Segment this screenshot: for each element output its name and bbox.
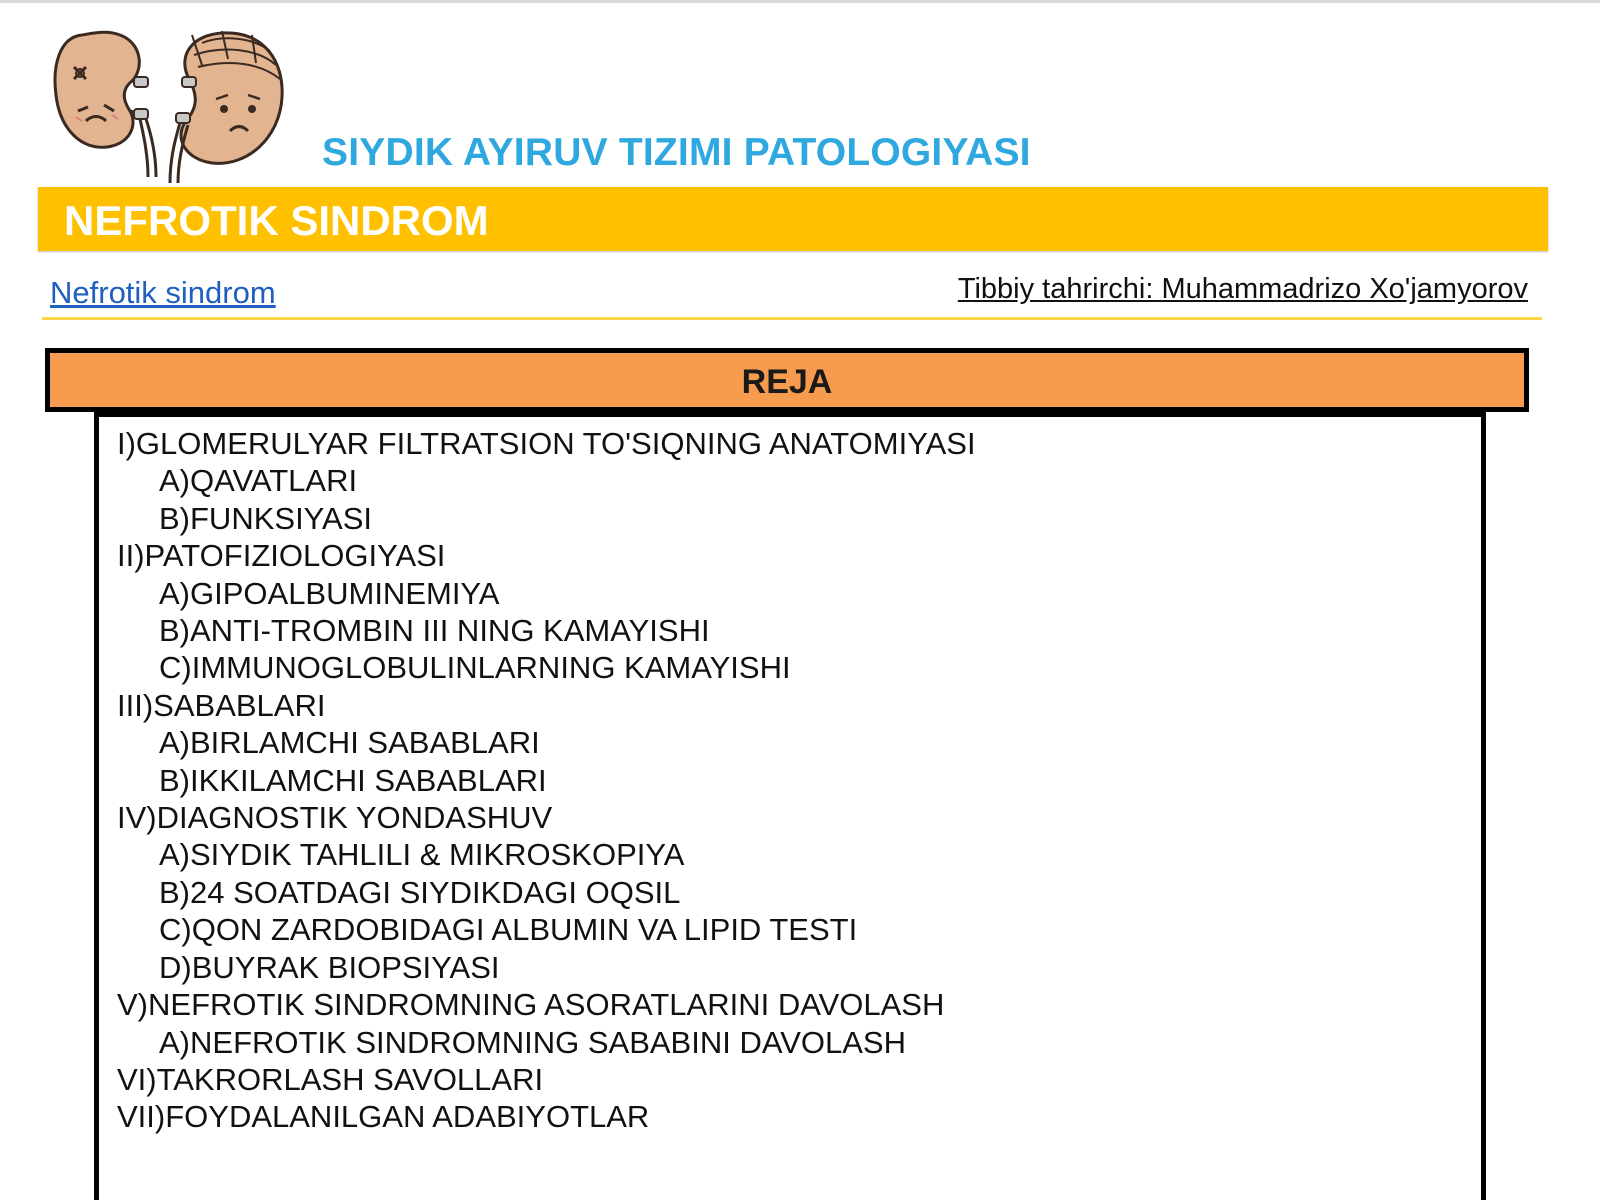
topic-link[interactable]: Nefrotik sindrom — [50, 275, 276, 310]
plan-subitem: B)ANTI-TROMBIN III NING KAMAYISHI — [159, 613, 710, 649]
plan-subitem: B)FUNKSIYASI — [159, 500, 373, 536]
plan-subitem: C)QON ZARDOBIDAGI ALBUMIN VA LIPID TESTI — [159, 912, 858, 948]
plan-header — [45, 348, 1529, 412]
topic-banner — [38, 187, 1548, 251]
subheader-row — [42, 271, 1542, 320]
plan-section-item: II)PATOFIZIOLOGIYASI — [117, 538, 446, 574]
plan-subitem: A)QAVATLARI — [159, 463, 358, 499]
plan-outline — [117, 425, 976, 1136]
plan-subitem: C)IMMUNOGLOBULINLARNING KAMAYISHI — [159, 650, 791, 686]
topic-title: NEFROTIK SINDROM — [64, 197, 489, 244]
plan-section-item: VI)TAKRORLASH SAVOLLARI — [117, 1061, 544, 1097]
plan-subitem: A)GIPOALBUMINEMIYA — [159, 575, 500, 611]
plan-title: REJA — [741, 363, 833, 401]
plan-section-item: I)GLOMERULYAR FILTRATSION TO'SIQNING ANATOMIYASI — [117, 426, 976, 461]
plan-section-item: VII)FOYDALANILGAN ADABIYOTLAR — [117, 1099, 650, 1135]
sad-kidney-icon — [55, 32, 156, 177]
plan-box — [94, 412, 1486, 1200]
plan-section-item: IV)DIAGNOSTIK YONDASHUV — [117, 800, 553, 836]
plan-subitem: B)24 SOATDAGI SIYDIKDAGI OQSIL — [159, 874, 681, 910]
plan-subitem: A)BIRLAMCHI SABABLARI — [159, 725, 540, 761]
kidney-illustration-icon — [52, 25, 300, 190]
plan-section-item: V)NEFROTIK SINDROMNING ASORATLARINI DAVOLASH — [117, 987, 945, 1023]
medical-editor-credit: Tibbiy tahrirchi: Muhammadrizo Xo'jamyorov — [957, 273, 1528, 305]
plan-subitem: B)IKKILAMCHI SABABLARI — [159, 762, 547, 798]
plan-section-item: III)SABABLARI — [117, 687, 326, 723]
plan-subitem: A)SIYDIK TAHLILI & MIKROSKOPIYA — [159, 837, 685, 873]
plan-subitem: A)NEFROTIK SINDROMNING SABABINI DAVOLASH — [159, 1024, 906, 1060]
section-title: SIYDIK AYIRUV TIZIMI PATOLOGIYASI — [322, 131, 1031, 174]
bandaged-kidney-icon — [170, 31, 282, 183]
plan-subitem: D)BUYRAK BIOPSIYASI — [159, 949, 500, 985]
